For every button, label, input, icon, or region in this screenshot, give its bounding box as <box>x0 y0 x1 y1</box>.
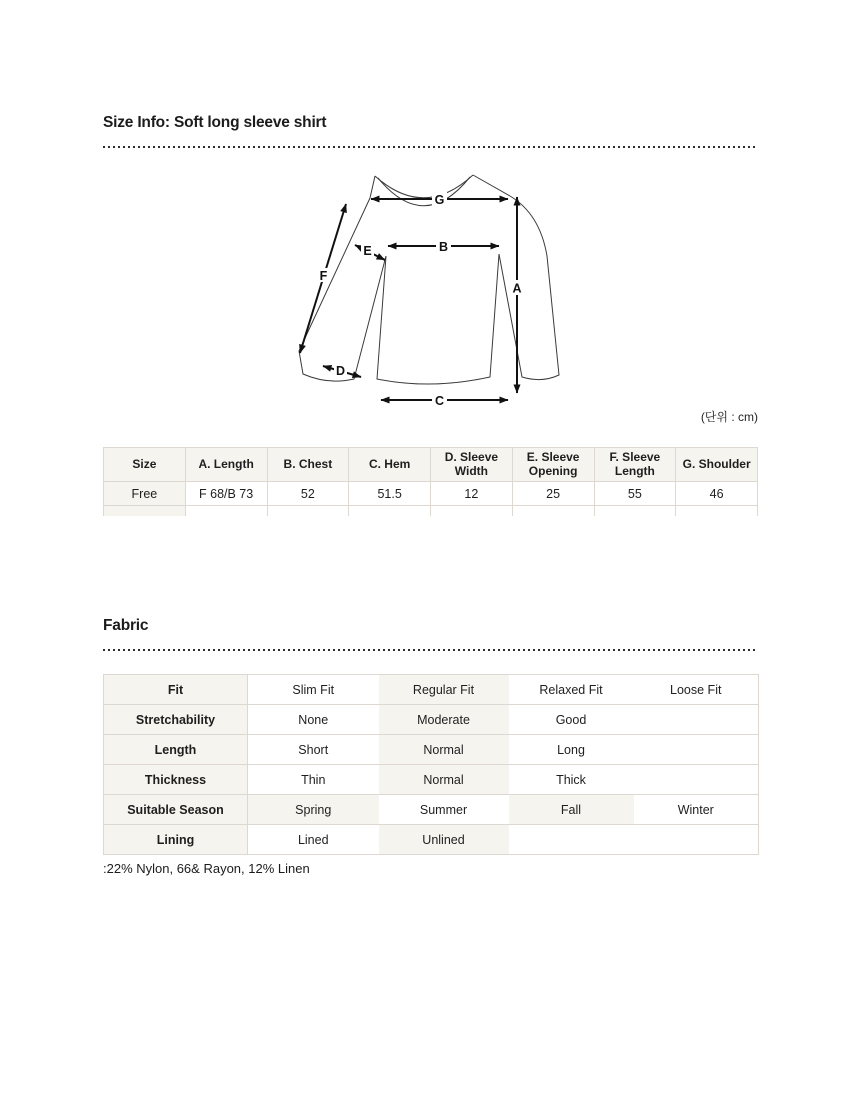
fabric-composition: :22% Nylon, 66& Rayon, 12% Linen <box>103 861 310 876</box>
fabric-option: Thin <box>248 765 379 795</box>
shirt-outline <box>299 175 559 384</box>
fabric-row <box>104 675 759 705</box>
fabric-option: Unlined <box>379 825 509 855</box>
label-b: B <box>438 240 448 254</box>
size-value-cell: 25 <box>512 482 594 506</box>
fabric-option: Spring <box>248 795 379 825</box>
size-column-header: C. Hem <box>349 448 431 482</box>
size-table-row <box>104 482 758 506</box>
size-column-header: G. Shoulder <box>676 448 758 482</box>
fabric-option: Slim Fit <box>248 675 379 705</box>
measurement-arrows <box>300 197 517 400</box>
size-column-header: F. Sleeve Length <box>594 448 676 482</box>
size-value-cell: 52 <box>267 482 349 506</box>
fabric-title: Fabric <box>103 617 149 634</box>
fabric-empty-cell <box>634 735 759 765</box>
size-column-header: E. Sleeve Opening <box>512 448 594 482</box>
size-column-header: D. Sleeve Width <box>431 448 513 482</box>
fabric-option: Winter <box>634 795 759 825</box>
fabric-option: Lined <box>248 825 379 855</box>
fabric-row <box>104 825 759 855</box>
label-g: G <box>434 193 444 207</box>
fabric-row-label: Length <box>104 735 248 765</box>
fabric-option: None <box>248 705 379 735</box>
size-info-title: Size Info: Soft long sleeve shirt <box>103 114 327 131</box>
fabric-row-label: Suitable Season <box>104 795 248 825</box>
size-info-divider <box>103 146 758 148</box>
fabric-row-label: Fit <box>104 675 248 705</box>
fabric-row <box>104 795 759 825</box>
fabric-row <box>104 765 759 795</box>
size-value-cell: 12 <box>431 482 513 506</box>
fabric-option: Good <box>509 705 634 735</box>
fabric-row-label: Stretchability <box>104 705 248 735</box>
size-column-header: Size <box>104 448 186 482</box>
label-f: F <box>319 269 327 283</box>
size-column-header: A. Length <box>185 448 267 482</box>
fabric-row <box>104 705 759 735</box>
fabric-option: Relaxed Fit <box>509 675 634 705</box>
fabric-option: Normal <box>379 765 509 795</box>
label-e: E <box>362 244 372 258</box>
measurement-labels <box>317 192 524 408</box>
fabric-row <box>104 735 759 765</box>
fabric-option: Summer <box>379 795 509 825</box>
size-value-cell: F 68/B 73 <box>185 482 267 506</box>
label-d: D <box>335 364 345 378</box>
size-table <box>103 447 758 516</box>
label-a: A <box>511 281 522 296</box>
size-value-cell: 46 <box>676 482 758 506</box>
fabric-option: Regular Fit <box>379 675 509 705</box>
fabric-option: Short <box>248 735 379 765</box>
size-name-cell: Free <box>104 482 186 506</box>
fabric-empty-cell <box>634 765 759 795</box>
clipped-table-row <box>104 506 758 517</box>
size-column-header: B. Chest <box>267 448 349 482</box>
fabric-empty-cell <box>509 825 759 855</box>
size-value-cell: 55 <box>594 482 676 506</box>
fabric-row-label: Thickness <box>104 765 248 795</box>
fabric-option: Normal <box>379 735 509 765</box>
label-c: C <box>434 394 444 408</box>
fabric-table <box>103 674 759 855</box>
shirt-measurement-diagram <box>291 161 571 416</box>
fabric-option: Moderate <box>379 705 509 735</box>
unit-note: (단위 : cm) <box>700 410 758 424</box>
fabric-empty-cell <box>634 705 759 735</box>
fabric-option: Fall <box>509 795 634 825</box>
fabric-divider <box>103 649 758 651</box>
fabric-option: Long <box>509 735 634 765</box>
fabric-row-label: Lining <box>104 825 248 855</box>
product-info-page <box>103 0 758 876</box>
fabric-option: Thick <box>509 765 634 795</box>
fabric-option: Loose Fit <box>634 675 759 705</box>
size-value-cell: 51.5 <box>349 482 431 506</box>
